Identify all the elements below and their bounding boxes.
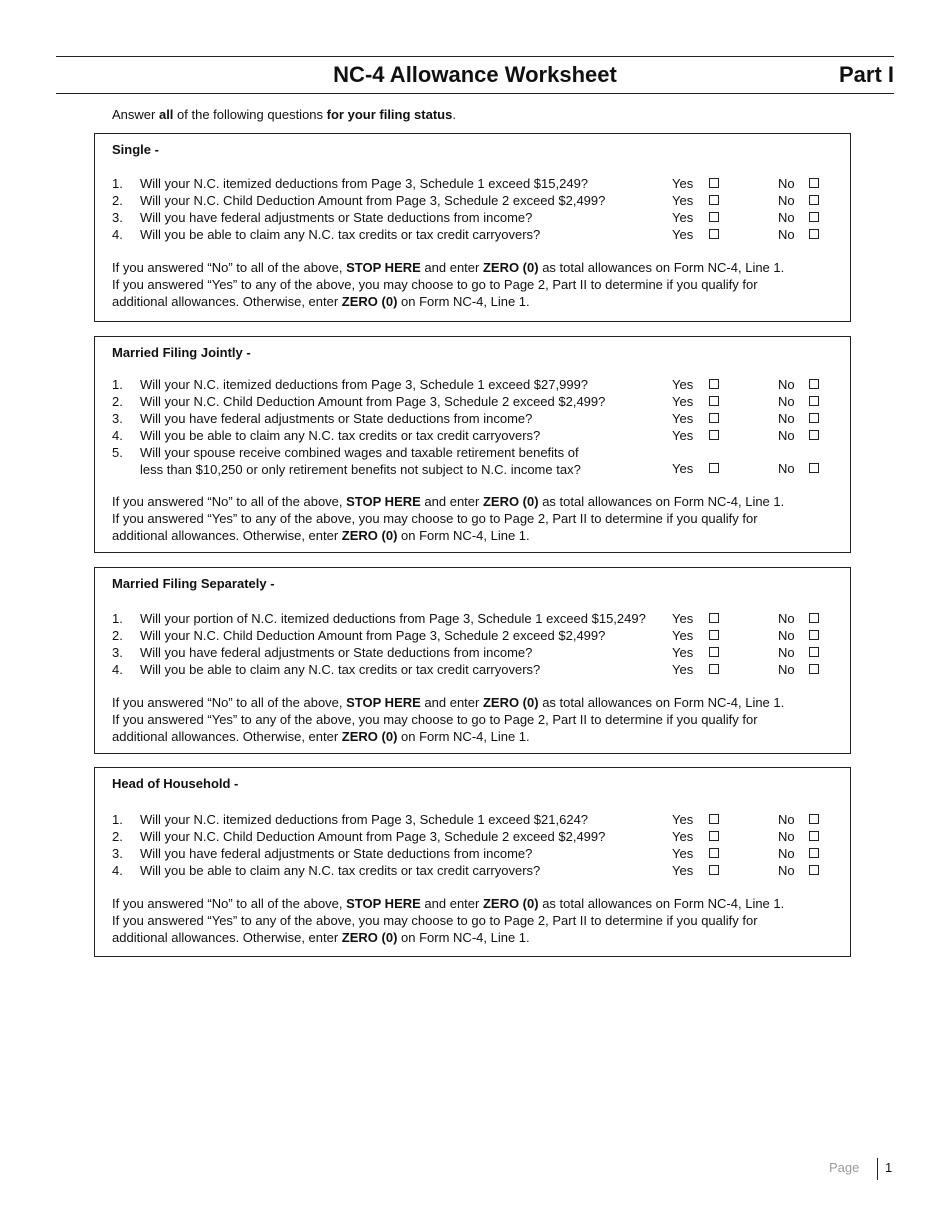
yes-checkbox[interactable]: [709, 831, 719, 841]
yes-label: Yes: [672, 210, 694, 225]
question-number: 3.: [112, 645, 123, 660]
yes-checkbox[interactable]: [709, 814, 719, 824]
question-number: 2.: [112, 628, 123, 643]
question-number: 4.: [112, 428, 123, 443]
yes-checkbox[interactable]: [709, 647, 719, 657]
question-number: 3.: [112, 210, 123, 225]
instructions-note: If you answered “No” to all of the above, STOP HERE and enter ZERO (0) as total allowances on Form NC-4, Line 1. If you answered “Yes” to any of the above, you may choose to go to Page 2, Part II to determine if you qualify for additional allowances. Otherwise, enter ZERO (0) on Form NC-4, Line 1.: [112, 896, 785, 945]
question-text: Will you be able to claim any N.C. tax credits or tax credit carryovers?: [140, 428, 541, 443]
no-label: No: [778, 227, 795, 242]
question-row: [112, 410, 850, 427]
page-label: Page: [829, 1160, 860, 1175]
no-label: No: [778, 829, 795, 844]
no-label: No: [778, 193, 795, 208]
no-label: No: [778, 846, 795, 861]
question-number: 5.: [112, 445, 123, 460]
no-checkbox[interactable]: [809, 212, 819, 222]
yes-checkbox[interactable]: [709, 463, 719, 473]
question-number: 1.: [112, 812, 123, 827]
section-single: [94, 133, 851, 322]
question-row: [112, 427, 850, 444]
question-number: 1.: [112, 377, 123, 392]
no-checkbox[interactable]: [809, 379, 819, 389]
no-label: No: [778, 377, 795, 392]
question-text: Will your portion of N.C. itemized deductions from Page 3, Schedule 1 exceed $15,249?: [140, 611, 646, 626]
question-text: Will your spouse receive combined wages and taxable retirement benefits of less than $10,250 or only retirement benefits not subject to N.C. income tax?: [140, 445, 581, 477]
question-row: [112, 444, 850, 478]
yes-checkbox[interactable]: [709, 865, 719, 875]
yes-label: Yes: [672, 812, 694, 827]
no-label: No: [778, 411, 795, 426]
question-number: 4.: [112, 662, 123, 677]
yes-checkbox[interactable]: [709, 430, 719, 440]
yes-checkbox[interactable]: [709, 178, 719, 188]
question-row: [112, 209, 850, 226]
yes-label: Yes: [672, 863, 694, 878]
question-number: 2.: [112, 193, 123, 208]
yes-label: Yes: [672, 628, 694, 643]
question-number: 2.: [112, 394, 123, 409]
yes-label: Yes: [672, 411, 694, 426]
question-row: [112, 175, 850, 192]
question-text: Will you be able to claim any N.C. tax credits or tax credit carryovers?: [140, 227, 541, 242]
no-checkbox[interactable]: [809, 178, 819, 188]
question-text: Will your N.C. Child Deduction Amount from Page 3, Schedule 2 exceed $2,499?: [140, 628, 606, 643]
no-label: No: [778, 394, 795, 409]
question-text: Will you be able to claim any N.C. tax credits or tax credit carryovers?: [140, 662, 541, 677]
instructions-note: If you answered “No” to all of the above, STOP HERE and enter ZERO (0) as total allowances on Form NC-4, Line 1. If you answered “Yes” to any of the above, you may choose to go to Page 2, Part II to determine if you qualify for additional allowances. Otherwise, enter ZERO (0) on Form NC-4, Line 1.: [112, 260, 785, 309]
question-number: 4.: [112, 863, 123, 878]
yes-label: Yes: [672, 428, 694, 443]
intro-text: Answer all of the following questions for your filing status.: [112, 107, 456, 122]
no-checkbox[interactable]: [809, 229, 819, 239]
yes-checkbox[interactable]: [709, 396, 719, 406]
no-label: No: [778, 645, 795, 660]
yes-checkbox[interactable]: [709, 630, 719, 640]
no-checkbox[interactable]: [809, 430, 819, 440]
yes-label: Yes: [672, 611, 694, 626]
question-row: [112, 811, 850, 828]
question-text: Will your N.C. Child Deduction Amount from Page 3, Schedule 2 exceed $2,499?: [140, 394, 606, 409]
section-title: Married Filing Jointly -: [112, 345, 251, 360]
yes-checkbox[interactable]: [709, 212, 719, 222]
yes-label: Yes: [672, 377, 694, 392]
no-checkbox[interactable]: [809, 831, 819, 841]
section-married-filing-jointly: [94, 336, 851, 553]
yes-label: Yes: [672, 461, 694, 476]
yes-checkbox[interactable]: [709, 413, 719, 423]
page-divider: [877, 1158, 878, 1180]
no-label: No: [778, 863, 795, 878]
no-checkbox[interactable]: [809, 463, 819, 473]
question-number: 3.: [112, 846, 123, 861]
question-row: [112, 627, 850, 644]
yes-checkbox[interactable]: [709, 195, 719, 205]
question-text: Will you have federal adjustments or State deductions from income?: [140, 210, 533, 225]
yes-label: Yes: [672, 176, 694, 191]
question-text: Will your N.C. itemized deductions from Page 3, Schedule 1 exceed $15,249?: [140, 176, 589, 191]
question-row: [112, 610, 850, 627]
no-label: No: [778, 428, 795, 443]
yes-checkbox[interactable]: [709, 664, 719, 674]
question-text: Will you have federal adjustments or State deductions from income?: [140, 846, 533, 861]
question-text: Will your N.C. itemized deductions from Page 3, Schedule 1 exceed $21,624?: [140, 812, 589, 827]
yes-label: Yes: [672, 227, 694, 242]
no-checkbox[interactable]: [809, 814, 819, 824]
question-number: 3.: [112, 411, 123, 426]
no-checkbox[interactable]: [809, 865, 819, 875]
no-checkbox[interactable]: [809, 195, 819, 205]
question-row: [112, 226, 850, 243]
yes-label: Yes: [672, 645, 694, 660]
instructions-note: If you answered “No” to all of the above, STOP HERE and enter ZERO (0) as total allowances on Form NC-4, Line 1. If you answered “Yes” to any of the above, you may choose to go to Page 2, Part II to determine if you qualify for additional allowances. Otherwise, enter ZERO (0) on Form NC-4, Line 1.: [112, 695, 785, 744]
worksheet-header: [56, 56, 894, 94]
yes-checkbox[interactable]: [709, 379, 719, 389]
question-number: 1.: [112, 176, 123, 191]
section-head-of-household: [94, 767, 851, 957]
question-row: [112, 845, 850, 862]
question-row: [112, 393, 850, 410]
question-text: Will you be able to claim any N.C. tax credits or tax credit carryovers?: [140, 863, 541, 878]
no-label: No: [778, 611, 795, 626]
no-checkbox[interactable]: [809, 630, 819, 640]
no-checkbox[interactable]: [809, 647, 819, 657]
yes-label: Yes: [672, 846, 694, 861]
no-checkbox[interactable]: [809, 664, 819, 674]
no-label: No: [778, 210, 795, 225]
yes-label: Yes: [672, 829, 694, 844]
question-row: [112, 862, 850, 879]
question-number: 4.: [112, 227, 123, 242]
question-text: Will you have federal adjustments or State deductions from income?: [140, 645, 533, 660]
section-title: Married Filing Separately -: [112, 576, 275, 591]
question-row: [112, 192, 850, 209]
no-checkbox[interactable]: [809, 413, 819, 423]
question-number: 1.: [112, 611, 123, 626]
page-number: 1: [885, 1160, 893, 1175]
no-label: No: [778, 461, 795, 476]
yes-checkbox[interactable]: [709, 229, 719, 239]
section-title: Single -: [112, 142, 159, 157]
part-label: Part I: [838, 62, 894, 87]
no-label: No: [778, 812, 795, 827]
no-label: No: [778, 628, 795, 643]
question-row: [112, 644, 850, 661]
no-label: No: [778, 662, 795, 677]
no-label: No: [778, 176, 795, 191]
no-checkbox[interactable]: [809, 396, 819, 406]
no-checkbox[interactable]: [809, 848, 819, 858]
yes-label: Yes: [672, 394, 694, 409]
no-checkbox[interactable]: [809, 613, 819, 623]
question-text: Will your N.C. Child Deduction Amount from Page 3, Schedule 2 exceed $2,499?: [140, 829, 606, 844]
page-title: NC-4 Allowance Worksheet: [333, 62, 617, 87]
question-text: Will your N.C. itemized deductions from Page 3, Schedule 1 exceed $27,999?: [140, 377, 589, 392]
section-married-filing-separately: [94, 567, 851, 754]
yes-checkbox[interactable]: [709, 613, 719, 623]
question-text: Will your N.C. Child Deduction Amount from Page 3, Schedule 2 exceed $2,499?: [140, 193, 606, 208]
question-row: [112, 661, 850, 678]
question-number: 2.: [112, 829, 123, 844]
question-text: Will you have federal adjustments or State deductions from income?: [140, 411, 533, 426]
section-title: Head of Household -: [112, 776, 239, 791]
yes-label: Yes: [672, 662, 694, 677]
yes-checkbox[interactable]: [709, 848, 719, 858]
question-row: [112, 376, 850, 393]
yes-label: Yes: [672, 193, 694, 208]
question-row: [112, 828, 850, 845]
instructions-note: If you answered “No” to all of the above, STOP HERE and enter ZERO (0) as total allowances on Form NC-4, Line 1. If you answered “Yes” to any of the above, you may choose to go to Page 2, Part II to determine if you qualify for additional allowances. Otherwise, enter ZERO (0) on Form NC-4, Line 1.: [112, 494, 785, 543]
